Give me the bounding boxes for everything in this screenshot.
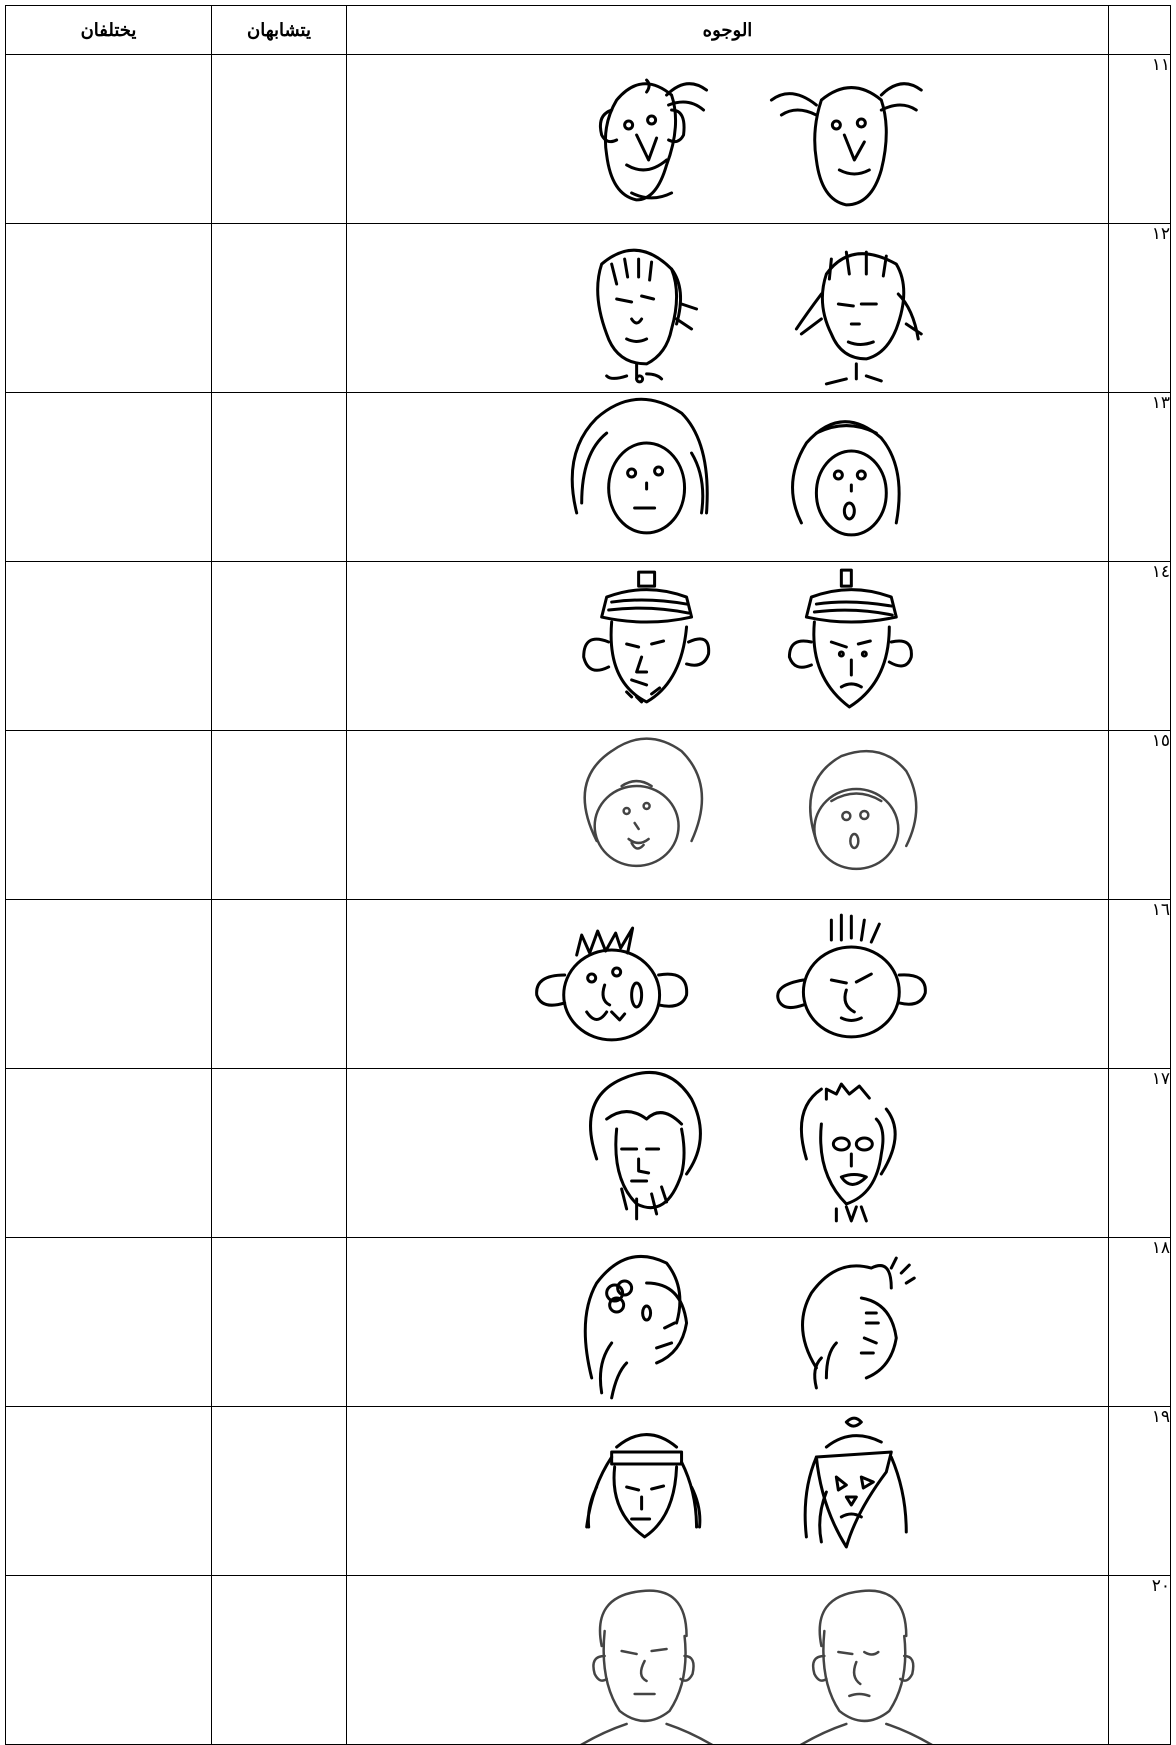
bald-man-pair	[347, 55, 1109, 224]
face-row	[6, 393, 1171, 562]
sailor-cap-man-pair	[347, 562, 1109, 731]
face-drawings	[347, 1407, 1108, 1575]
differ-answer-cell[interactable]	[6, 1069, 212, 1238]
row-number: ١٢	[1109, 224, 1171, 393]
curly-hair-woman-pair	[347, 393, 1109, 562]
face-row	[6, 1238, 1171, 1407]
row-number: ١٣	[1109, 393, 1171, 562]
face-row	[6, 55, 1171, 224]
face-drawings	[347, 55, 1108, 223]
face-row	[6, 1069, 1171, 1238]
face-drawings	[347, 562, 1108, 730]
face-row	[6, 900, 1171, 1069]
face-drawings	[347, 1576, 1108, 1744]
differ-answer-cell[interactable]	[6, 55, 212, 224]
differ-answer-cell[interactable]	[6, 224, 212, 393]
spiky-hair-boy-pair	[347, 900, 1109, 1069]
row-number: ١٥	[1109, 731, 1171, 900]
differ-answer-cell[interactable]	[6, 562, 212, 731]
faces-header: الوجوه	[347, 6, 1109, 55]
differ-answer-cell[interactable]	[6, 731, 212, 900]
similar-answer-cell[interactable]	[212, 900, 347, 1069]
profile-woman-pair	[347, 1238, 1109, 1407]
similar-answer-cell[interactable]	[212, 731, 347, 900]
similar-answer-cell[interactable]	[212, 562, 347, 731]
similar-answer-cell[interactable]	[212, 1576, 347, 1745]
similar-answer-cell[interactable]	[212, 393, 347, 562]
headband-woman-pair	[347, 1407, 1109, 1576]
row-number: ١١	[1109, 55, 1171, 224]
similar-answer-cell[interactable]	[212, 1407, 347, 1576]
face-drawings	[347, 731, 1108, 899]
row-number: ١٧	[1109, 1069, 1171, 1238]
row-number: ١٤	[1109, 562, 1171, 731]
face-drawings	[347, 393, 1108, 561]
differ-answer-cell[interactable]	[6, 900, 212, 1069]
face-drawings	[347, 900, 1108, 1068]
similar-answer-cell[interactable]	[212, 224, 347, 393]
face-row	[6, 731, 1171, 900]
face-row	[6, 1407, 1171, 1576]
face-drawings	[347, 1069, 1108, 1237]
row-number: ١٨	[1109, 1238, 1171, 1407]
similar-answer-cell[interactable]	[212, 55, 347, 224]
row-number: ١٦	[1109, 900, 1171, 1069]
row-number: ٢٠	[1109, 1576, 1171, 1745]
round-face-pair	[347, 731, 1109, 900]
face-row	[6, 1576, 1171, 1745]
differ-answer-cell[interactable]	[6, 1238, 212, 1407]
young-man-pair	[347, 1576, 1109, 1745]
differ-answer-cell[interactable]	[6, 1576, 212, 1745]
face-drawings	[347, 1238, 1108, 1406]
row-number: ١٩	[1109, 1407, 1171, 1576]
face-drawings	[347, 224, 1108, 392]
bearded-man-pair	[347, 1069, 1109, 1238]
face-row	[6, 562, 1171, 731]
similar-header: يتشابهان	[212, 6, 347, 55]
similar-answer-cell[interactable]	[212, 1238, 347, 1407]
faces-comparison-table	[5, 5, 1171, 1745]
differ-header: يختلفان	[6, 6, 212, 55]
differ-answer-cell[interactable]	[6, 393, 212, 562]
similar-answer-cell[interactable]	[212, 1069, 347, 1238]
face-row	[6, 224, 1171, 393]
differ-answer-cell[interactable]	[6, 1407, 212, 1576]
header-row	[6, 6, 1171, 55]
number-header	[1109, 6, 1171, 55]
bob-hair-girl-pair	[347, 224, 1109, 393]
